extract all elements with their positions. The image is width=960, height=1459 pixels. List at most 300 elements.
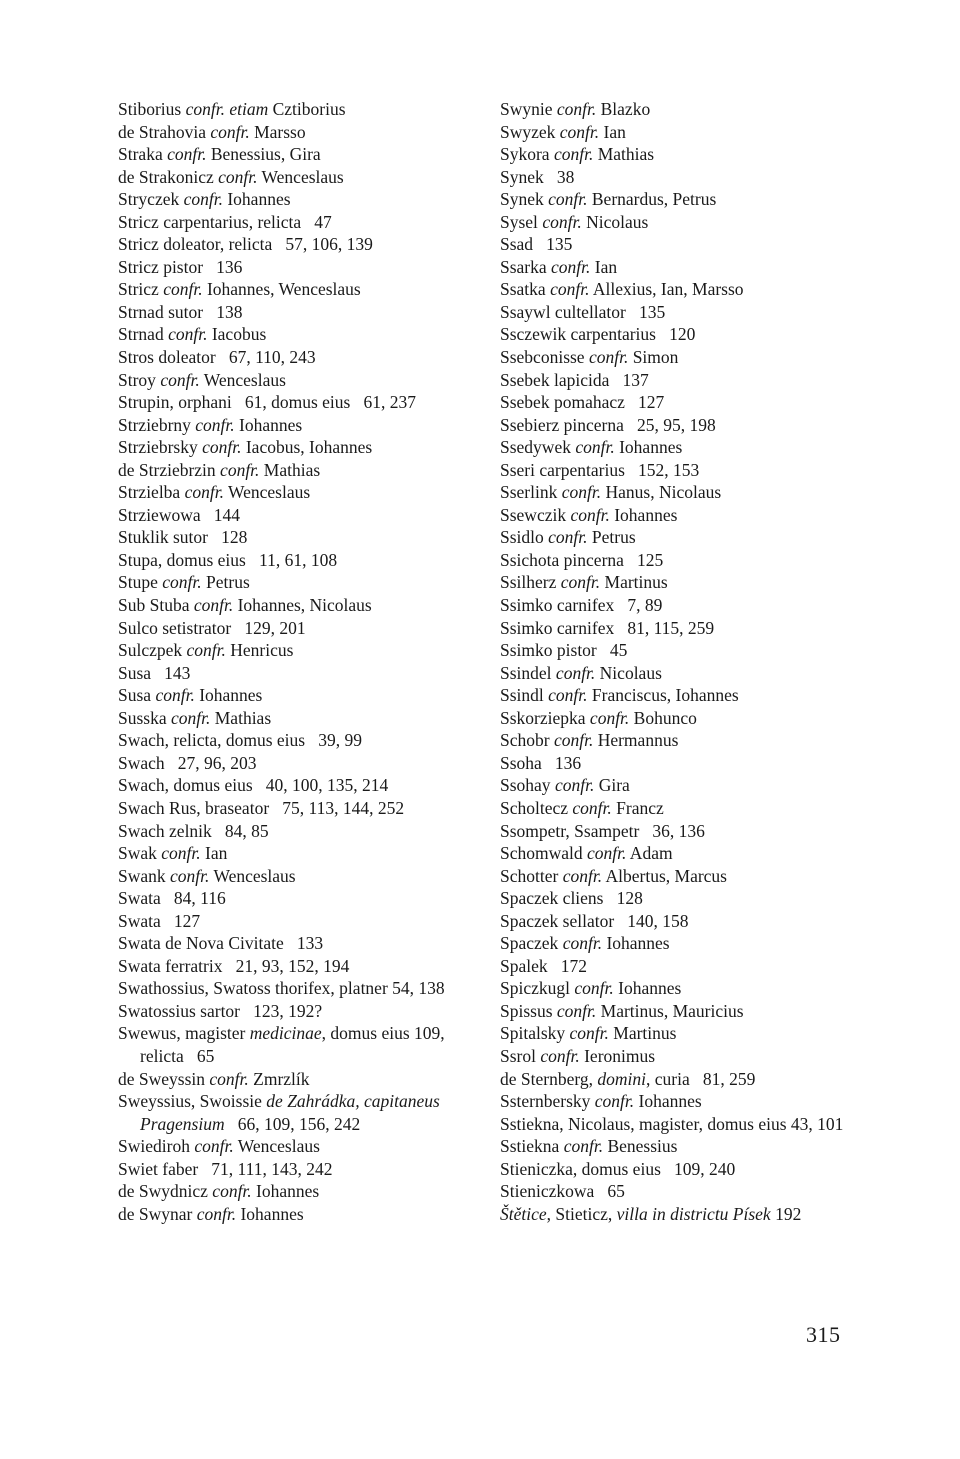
index-entry [500,301,860,324]
italic-segment: confr. [561,482,602,503]
italic-segment: confr. [160,369,200,390]
text-segment: Strupin, orphani 61, domus eius 61, 237 [118,392,416,413]
text-segment: Synek 38 [500,166,575,187]
index-entry [500,414,860,437]
italic-segment: confr. [554,775,595,796]
text-segment: Ian [200,843,228,864]
text-segment: de Strahovia [118,121,211,142]
text-segment: de Swynar [118,1203,197,1224]
text-segment: Ian [590,256,618,277]
text-segment: Sserlink [500,482,562,503]
text-segment: Stricz doleator, relicta 57, 106, 139 [118,234,373,255]
italic-segment: confr. [572,797,612,818]
text-segment: Blazko [596,99,651,119]
text-segment: Iohannes, Wenceslaus [202,279,361,300]
text-segment: Iohannes [609,504,678,525]
index-entry [500,1203,860,1226]
text-segment: Benessius [603,1136,678,1157]
text-segment: Swach Rus, braseator 75, 113, 144, 252 [118,797,405,818]
italic-segment: confr. [553,730,594,751]
index-entry [500,932,860,955]
index-entry [500,1068,860,1091]
index-entry [500,797,860,820]
index-entry [118,932,488,955]
text-segment: Iohannes [613,978,682,999]
index-entry [118,346,488,369]
italic-segment: confr. [194,1136,234,1157]
index-entry [118,774,488,797]
text-segment: Stieniczka, domus eius 109, 240 [500,1158,736,1179]
text-segment: Iohannes [234,414,303,435]
index-entry [118,729,488,752]
index-entry [500,98,860,121]
index-entry [118,820,488,843]
index-entry [500,910,860,933]
text-segment: Spaczek sellator 140, 158 [500,910,689,931]
text-segment: Iohannes [222,189,291,210]
text-segment: Sulczpek [118,640,187,661]
text-segment: Swata 127 [118,910,201,931]
text-segment: , curia 81, 259 [646,1068,756,1089]
italic-segment: confr. [562,933,603,954]
index-entry [500,549,860,572]
index-entry [118,594,488,617]
index-entry [500,594,860,617]
text-segment: Ssichota pincerna 125 [500,549,664,570]
index-entry [500,1113,860,1136]
italic-segment: etiam [229,99,269,119]
italic-segment: confr. [542,211,582,232]
text-segment: Strziebrny [118,414,196,435]
italic-segment: confr. [161,843,201,864]
index-entry [500,865,860,888]
text-segment: Spaczek cliens 128 [500,888,643,909]
italic-segment: confr. [167,144,207,165]
index-entry [118,143,488,166]
text-segment: Nicolaus [595,662,662,683]
index-entry [118,188,488,211]
text-segment: Martinus [608,1023,677,1044]
index-entry [500,369,860,392]
index-entry [118,865,488,888]
text-segment: Ssindel [500,662,556,683]
text-segment: Sstiekna [500,1136,564,1157]
text-segment: Martinus, Mauricius [596,1000,744,1021]
text-segment: Ssebek pomahacz 127 [500,392,665,413]
text-segment: Swynie [500,99,557,119]
text-segment: Wenceslaus [233,1136,320,1157]
text-segment: Strziewowa 144 [118,504,240,525]
text-segment: Strnad sutor 138 [118,301,243,322]
index-entry [500,143,860,166]
italic-segment: confr. [553,144,594,165]
index-entry [118,707,488,730]
italic-segment: Štětice [500,1203,547,1224]
index-entry [500,346,860,369]
text-segment: Swiediroh [118,1136,195,1157]
text-segment: Susa 143 [118,662,191,683]
index-entry [118,955,488,978]
text-segment: Stiborius [118,99,186,119]
italic-segment: confr. [220,459,260,480]
text-segment: Swiet faber 71, 111, 143, 242 [118,1158,333,1179]
index-entry [118,166,488,189]
index-entry [500,504,860,527]
index-entry [500,1000,860,1023]
text-segment: Stroy [118,369,161,390]
text-segment: de Sternberg, [500,1068,598,1089]
text-segment: Ssoha 136 [500,752,582,773]
text-segment: 192 [770,1203,802,1224]
index-entry [500,571,860,594]
text-segment: Ssimko carnifex 7, 89 [500,595,663,616]
text-segment: Ssimko carnifex 81, 115, 259 [500,617,715,638]
index-entry [500,842,860,865]
italic-segment: confr. [550,279,590,300]
index-entry [118,571,488,594]
text-segment: Stros doleator 67, 110, 243 [118,347,316,368]
text-segment: Francz [611,797,664,818]
text-segment: , Stieticz, [546,1203,617,1224]
index-entry [500,729,860,752]
index-entry [118,301,488,324]
text-segment: Petrus [201,572,250,593]
italic-segment: confr. [574,978,614,999]
text-segment: Sstiekna, Nicolaus, magister, domus eius 43, 101 [500,1113,844,1134]
text-segment: Ssternbersky [500,1091,595,1112]
text-segment: Hermannus [593,730,679,751]
index-entry [500,662,860,685]
index-entry [500,1135,860,1158]
italic-segment: confr. [183,189,223,210]
index-entry [118,233,488,256]
index-column-right [500,98,860,1225]
italic-segment: confr. [196,1203,237,1224]
text-segment: Mathias [593,144,655,165]
text-segment: Spaczek [500,933,563,954]
italic-segment: confr. [548,189,588,210]
italic-segment: confr. [171,707,211,728]
text-segment: Henricus [225,640,294,661]
index-entry [118,1203,488,1226]
text-segment: Straka [118,144,168,165]
index-entry [500,391,860,414]
italic-segment: confr. [551,256,591,277]
text-segment: Iacobus [207,324,267,345]
index-entry [118,98,488,121]
text-segment: Spitalsky [500,1023,570,1044]
index-entry [500,1180,860,1203]
text-segment: Spiczkugl [500,978,575,999]
italic-segment: villa in districtu Písek [616,1203,771,1224]
italic-segment: confr. [163,279,203,300]
index-entry [500,684,860,707]
index-entry [118,481,488,504]
text-segment: Spissus [500,1000,557,1021]
index-entry [118,797,488,820]
italic-segment: confr. [562,865,603,886]
text-segment: Stryczek [118,189,184,210]
italic-segment: confr. [185,99,225,119]
text-segment: Ssidlo [500,527,549,548]
index-entry [500,188,860,211]
text-segment: Sysel [500,211,543,232]
text-segment: Wenceslaus [257,166,344,187]
italic-segment: confr. [569,1023,609,1044]
italic-segment: confr. [575,437,615,458]
index-entry [118,369,488,392]
index-entry [118,977,488,1000]
text-segment: Susska [118,707,171,728]
text-segment: Wenceslaus [223,482,311,503]
index-entry [118,414,488,437]
text-segment: Swata de Nova Civitate 133 [118,933,324,954]
text-segment: Iohannes [194,685,263,706]
text-segment: Mathias [259,459,321,480]
text-segment: Swach, domus eius 40, 100, 135, 214 [118,775,389,796]
index-entry [118,459,488,482]
text-segment: Martinus [600,572,668,593]
index-entry [500,481,860,504]
text-segment: de Swydnicz [118,1181,213,1202]
text-segment: Ssedywek [500,437,576,458]
text-segment: Ssebierz pincerna 25, 95, 198 [500,414,716,435]
italic-segment: confr. [209,1068,249,1089]
text-segment: Schomwald [500,843,588,864]
italic-segment: confr. [548,527,588,548]
index-entry [500,526,860,549]
text-segment: Ssczewik carpentarius 120 [500,324,696,345]
italic-segment: confr. [588,347,629,368]
text-segment: Ssimko pistor 45 [500,640,628,661]
index-entry [500,166,860,189]
italic-segment: confr. [559,121,600,142]
index-entry [118,1158,488,1181]
italic-segment: confr. [589,707,630,728]
index-entry [118,256,488,279]
text-segment: Bernardus, Petrus [587,189,717,210]
italic-segment: confr. [555,662,596,683]
text-segment: 66, 109, 156, 242 [224,1113,361,1134]
index-entry [500,459,860,482]
text-segment: Nicolaus [581,211,649,232]
italic-segment: medicinae [249,1023,322,1044]
text-segment: Ssatka [500,279,551,300]
text-segment: Sub Stuba [118,595,194,616]
index-entry [118,1090,488,1135]
index-entry [118,1135,488,1158]
text-segment: Stupe [118,572,163,593]
index-entry [500,211,860,234]
text-segment: Marsso [249,121,306,142]
index-entry [118,1068,488,1091]
text-segment: Ssad 135 [500,234,573,255]
index-entry [118,121,488,144]
index-entry [118,662,488,685]
index-entry [500,955,860,978]
text-segment: Iohannes [614,437,683,458]
index-entry [118,1022,488,1067]
italic-segment: confr. [155,685,195,706]
index-entry [500,617,860,640]
page-number: 315 [806,1322,841,1347]
text-segment: de Strziebrzin [118,459,221,480]
index-entry [118,842,488,865]
italic-segment: confr. [548,685,588,706]
text-segment: Ieronimus [579,1045,656,1066]
text-segment: Stricz pistor 136 [118,256,243,277]
text-segment: Schotter [500,865,563,886]
text-segment: Cztiborius [268,99,346,119]
text-segment: Swata 84, 116 [118,888,226,909]
text-segment: Stupa, domus eius 11, 61, 108 [118,549,338,570]
text-segment: Ssohay [500,775,555,796]
text-segment: Swathossius, Swatoss thorifex, platner 54, 138 [118,978,445,999]
index-entry [118,684,488,707]
text-segment: Ssebek lapicida 137 [500,369,649,390]
italic-segment: confr. [184,482,224,503]
index-entry [500,1158,860,1181]
italic-segment: confr. [168,324,208,345]
index-entry [118,1180,488,1203]
text-segment: Swak [118,843,162,864]
italic-segment: confr. [210,121,250,142]
text-segment: Ssarka [500,256,552,277]
index-entry [118,323,488,346]
text-segment: Stricz carpentarius, relicta 47 [118,211,332,232]
italic-segment: confr. [202,437,242,458]
text-segment: Sskorziepka [500,707,590,728]
text-segment: Ian [599,121,626,142]
text-segment: Strzielba [118,482,185,503]
text-segment: Iohannes [602,933,670,954]
text-segment: Zmrzlík [248,1068,310,1089]
italic-segment: confr. [570,504,610,525]
text-segment: Scholtecz [500,797,573,818]
index-entry [500,752,860,775]
italic-segment: de Zahrádka, capitaneus Pragensium [140,1091,440,1134]
italic-segment: confr. [556,99,597,119]
text-segment: Franciscus, Iohannes [587,685,739,706]
text-segment: Swyzek [500,121,560,142]
text-segment: Ssrol [500,1045,541,1066]
index-entry [500,1045,860,1068]
text-segment: Ssebconisse [500,347,589,368]
index-entry [500,121,860,144]
text-segment: Swatossius sartor 123, 192? [118,1000,323,1021]
text-segment: Susa [118,685,156,706]
text-segment: Spalek 172 [500,955,588,976]
index-entry [500,707,860,730]
text-segment: Swewus, magister [118,1023,250,1044]
index-entry [500,887,860,910]
text-segment: Sseri carpentarius 152, 153 [500,459,700,480]
italic-segment: confr. [540,1045,580,1066]
text-segment: Ssindl [500,685,549,706]
index-entry [118,617,488,640]
text-segment: Adam [626,843,673,864]
index-entry [118,504,488,527]
text-segment: Swach zelnik 84, 85 [118,820,269,841]
text-segment: Swank [118,865,171,886]
index-entry [500,820,860,843]
index-entry [118,752,488,775]
text-segment: Benessius, Gira [206,144,321,165]
italic-segment: confr. [218,166,258,187]
index-entry [118,1000,488,1023]
index-entry [118,910,488,933]
text-segment: de Strakonicz [118,166,219,187]
index-entry [118,391,488,414]
text-segment: , domus eius 109, relicta 65 [140,1023,450,1066]
index-entry [500,278,860,301]
index-entry [500,774,860,797]
index-entry [500,233,860,256]
italic-segment: confr. [195,414,235,435]
text-segment: Ssompetr, Ssampetr 36, 136 [500,820,705,841]
italic-segment: confr. [162,572,202,593]
index-entry [500,1090,860,1113]
text-segment: Swata ferratrix 21, 93, 152, 194 [118,955,350,976]
text-segment: Strziebrsky [118,437,203,458]
text-segment: Hanus, Nicolaus [601,482,722,503]
index-entry [500,436,860,459]
text-segment: Simon [628,347,679,368]
index-entry [500,639,860,662]
text-segment: Iacobus, Iohannes [241,437,373,458]
italic-segment: confr. [193,595,234,616]
text-segment: Wenceslaus [209,865,296,886]
italic-segment: confr. [186,640,226,661]
text-segment: Swach, relicta, domus eius 39, 99 [118,730,362,751]
italic-segment: confr. [556,1000,597,1021]
italic-segment: confr. [212,1181,252,1202]
index-entry [500,977,860,1000]
index-entry [118,436,488,459]
text-segment: Ssilherz [500,572,561,593]
index-entry [118,639,488,662]
text-segment: Wenceslaus [199,369,286,390]
text-segment: Gira [594,775,630,796]
text-segment: Stuklik sutor 128 [118,527,248,548]
text-segment: Iohannes [251,1181,320,1202]
index-entry [118,211,488,234]
text-segment: Sweyssius, Swoissie [118,1091,267,1112]
italic-segment: domini [597,1068,646,1089]
text-segment: Ssaywl cultellator 135 [500,301,666,322]
text-segment: Swach 27, 96, 203 [118,752,257,773]
text-segment: Bohunco [629,707,697,728]
text-segment: Synek [500,189,549,210]
italic-segment: confr. [170,865,210,886]
text-segment: Iohannes [634,1091,702,1112]
index-entry [118,887,488,910]
text-segment: Stricz [118,279,164,300]
italic-segment: confr. [560,572,601,593]
text-segment: Mathias [210,707,272,728]
text-segment: Allexius, Ian, Marsso [589,279,744,300]
text-segment: de Sweyssin [118,1068,210,1089]
text-segment: Petrus [587,527,636,548]
text-segment: Iohannes, Nicolaus [233,595,372,616]
index-entry [118,549,488,572]
text-segment: Ssewczik [500,504,571,525]
italic-segment: confr. [587,843,627,864]
text-segment: Schobr [500,730,554,751]
index-column-left [118,98,488,1225]
index-entry [500,1022,860,1045]
text-segment: Sulco setistrator 129, 201 [118,617,306,638]
